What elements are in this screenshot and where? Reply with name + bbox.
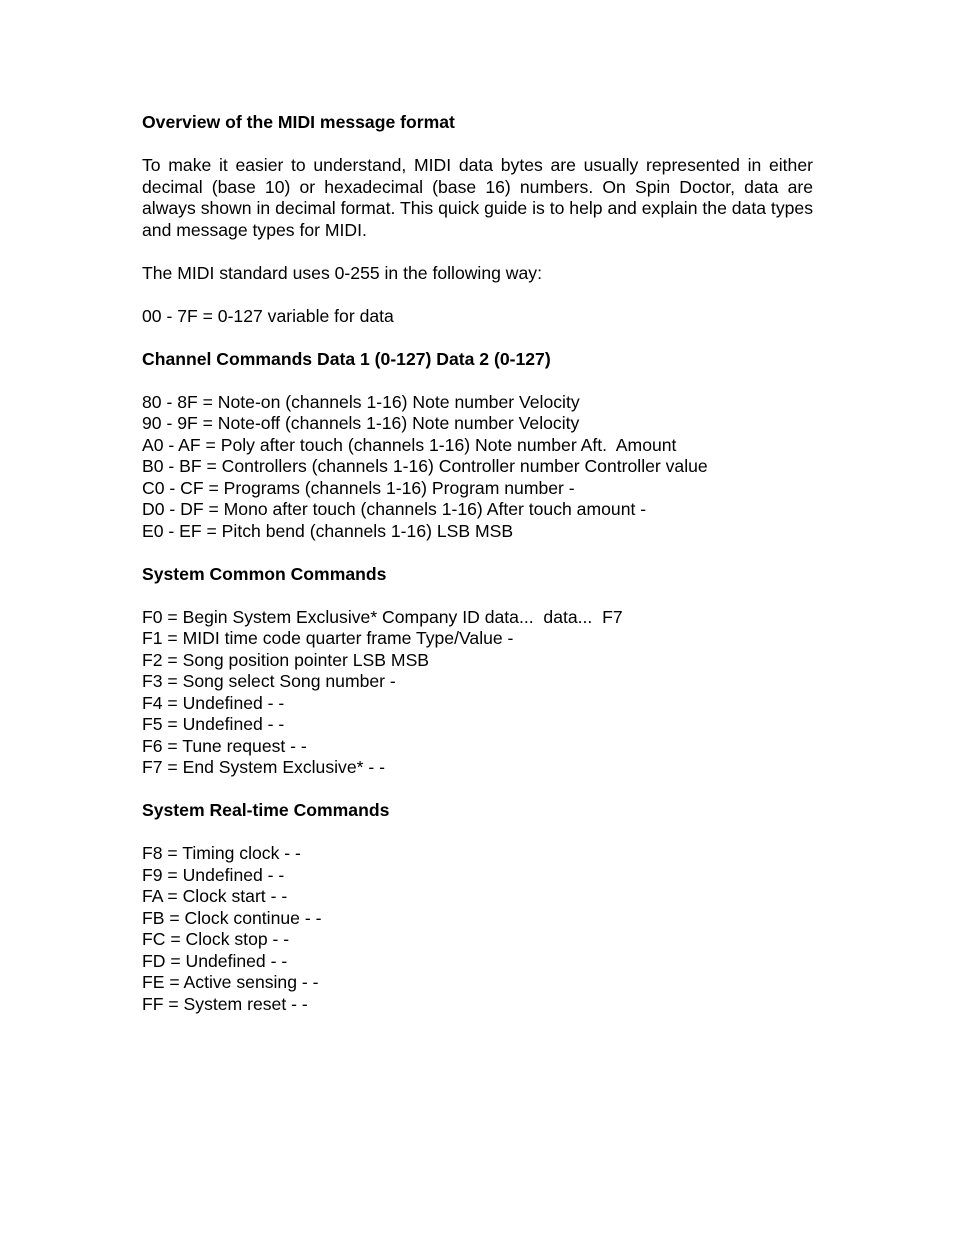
system-realtime-heading: System Real-time Commands: [142, 800, 390, 820]
channel-commands-list: [142, 392, 813, 543]
list-item: F2 = Song position pointer LSB MSB: [142, 649, 430, 670]
list-item: B0 - BF = Controllers (channels 1-16) Controller number Controller value: [142, 456, 708, 476]
list-item: F3 = Song select Song number -: [142, 671, 396, 691]
list-item: 80 - 8F = Note-on (channels 1-16) Note number Velocity: [142, 391, 580, 412]
spacer: [142, 779, 813, 801]
document-title: Overview of the MIDI message format: [142, 112, 455, 132]
list-item: FD = Undefined - -: [142, 950, 288, 971]
spacer: [142, 284, 813, 306]
list-item: D0 - DF = Mono after touch (channels 1-16) After touch amount -: [142, 499, 647, 519]
list-item: FF = System reset - -: [142, 993, 308, 1014]
standard-line: The MIDI standard uses 0-255 in the following way:: [142, 262, 542, 283]
data-range-line: 00 - 7F = 0-127 variable for data: [142, 305, 394, 326]
list-item: 90 - 9F = Note-off (channels 1-16) Note number Velocity: [142, 413, 580, 433]
spacer: [142, 241, 813, 263]
list-item: F0 = Begin System Exclusive* Company ID data... data... F7: [142, 606, 623, 627]
list-item: F7 = End System Exclusive* - -: [142, 757, 385, 777]
spacer: [142, 370, 813, 392]
spacer: [142, 585, 813, 607]
system-common-list: [142, 607, 813, 779]
spacer: [142, 822, 813, 844]
spacer: [142, 327, 813, 349]
spacer: [142, 542, 813, 564]
list-item: FC = Clock stop - -: [142, 929, 290, 949]
list-item: F4 = Undefined - -: [142, 692, 285, 713]
list-item: E0 - EF = Pitch bend (channels 1-16) LSB MSB: [142, 520, 514, 541]
document-page: [142, 112, 813, 1015]
list-item: A0 - AF = Poly after touch (channels 1-16) Note number Aft. Amount: [142, 434, 677, 455]
list-item: FE = Active sensing - -: [142, 972, 319, 992]
list-item: FB = Clock continue - -: [142, 907, 322, 928]
list-item: F6 = Tune request - -: [142, 735, 307, 756]
list-item: C0 - CF = Programs (channels 1-16) Program number -: [142, 477, 575, 498]
list-item: F1 = MIDI time code quarter frame Type/Value -: [142, 628, 514, 648]
list-item: FA = Clock start - -: [142, 886, 288, 906]
channel-commands-heading: Channel Commands Data 1 (0-127) Data 2 (0-127): [142, 348, 551, 369]
system-realtime-list: [142, 843, 813, 1015]
system-common-heading: System Common Commands: [142, 563, 387, 584]
intro-paragraph: To make it easier to understand, MIDI data bytes are usually represented in either decimal (base 10) or hexadecimal (base 16) numbers. On Spin Doctor, data are always shown in decimal format. This quick guide is to help and explain the data types and message types for MIDI.: [142, 155, 813, 240]
spacer: [142, 134, 813, 156]
list-item: F8 = Timing clock - -: [142, 843, 301, 863]
list-item: F5 = Undefined - -: [142, 714, 285, 734]
list-item: F9 = Undefined - -: [142, 864, 285, 885]
